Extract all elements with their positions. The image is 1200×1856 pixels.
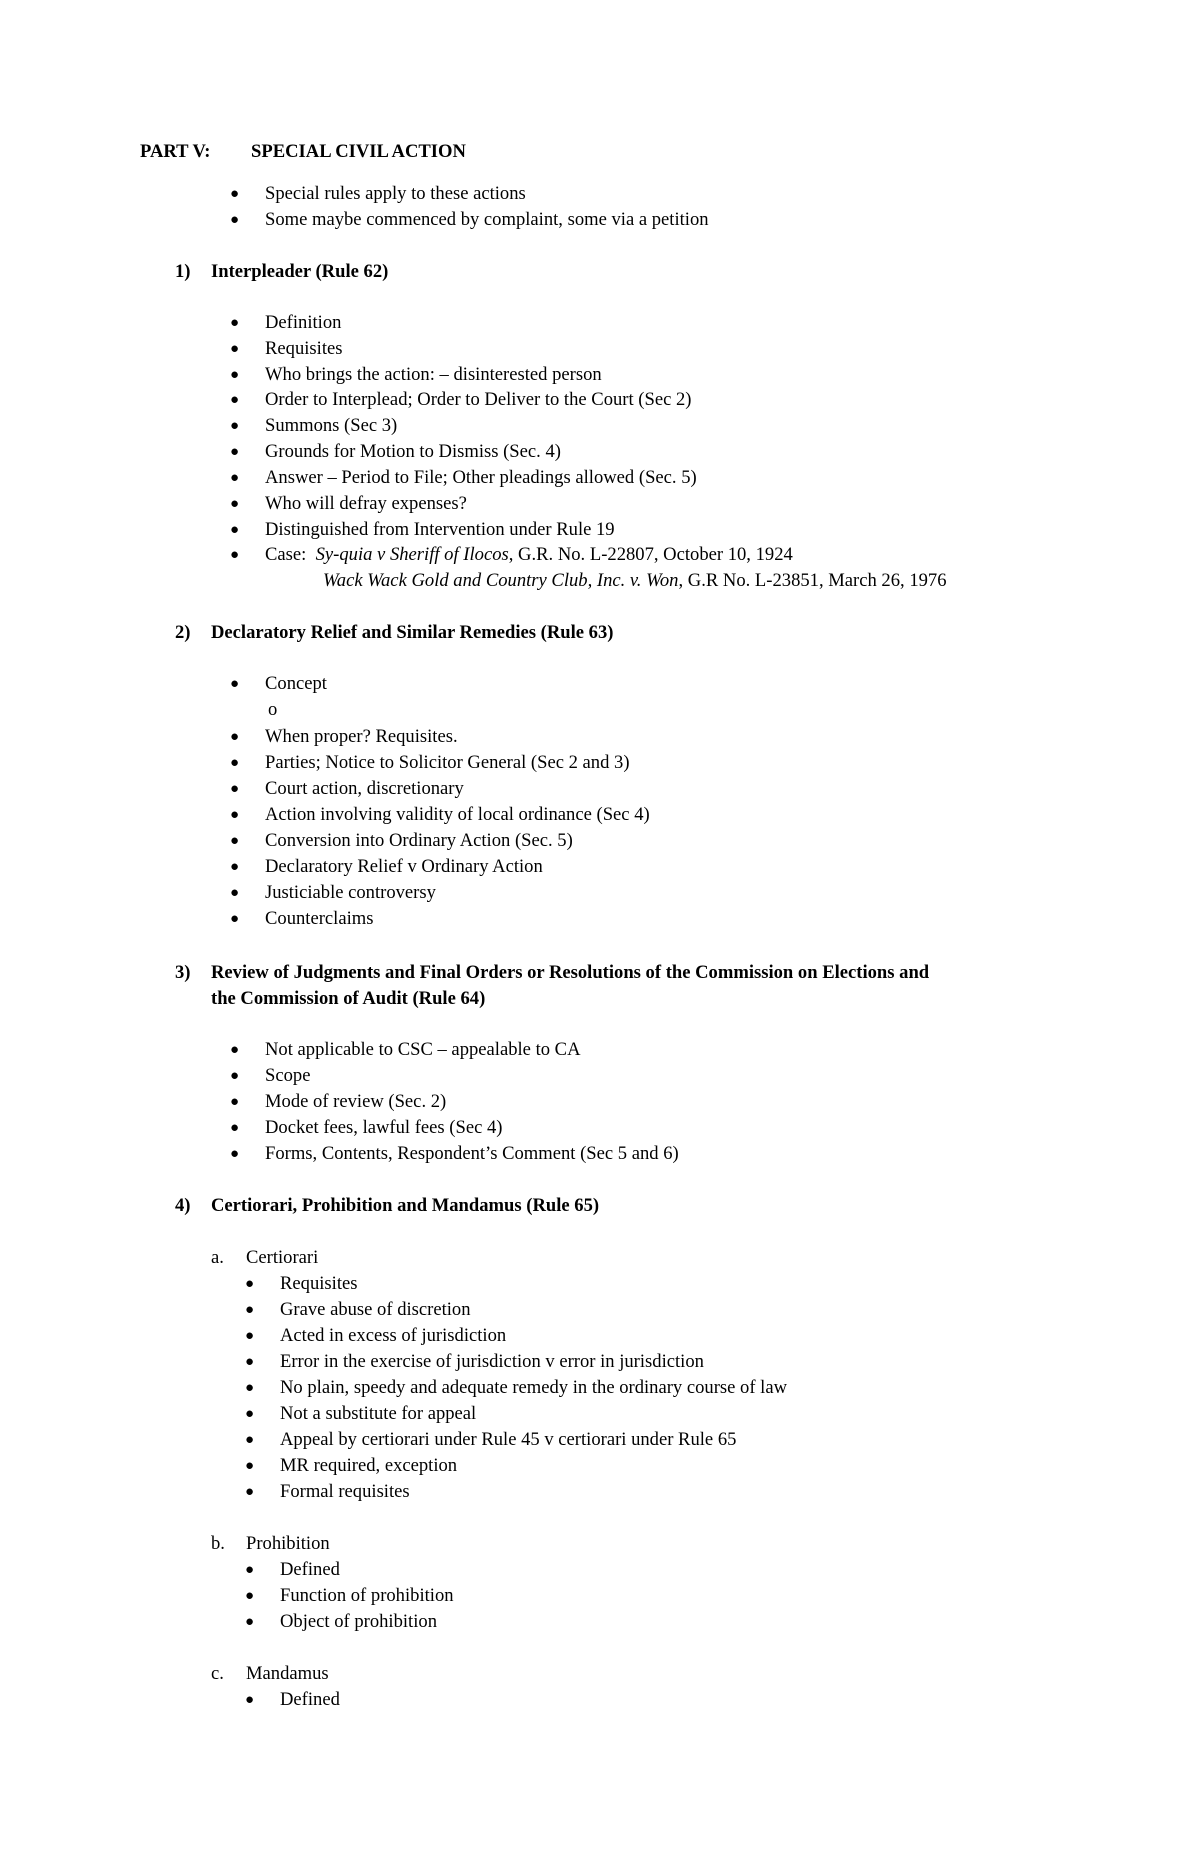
list-item: Defined [280,1689,340,1710]
bullet-icon: ● [230,418,240,434]
list-item: Counterclaims [265,908,374,929]
bullet-icon: ● [230,885,240,901]
bullet-icon: ● [245,1276,255,1292]
list-item: Defined [280,1559,340,1580]
bullet-icon: ● [230,392,240,408]
list-item: Mode of review (Sec. 2) [265,1091,447,1112]
list-item: Requisites [265,338,343,359]
bullet-icon: ● [230,496,240,512]
subsection-letter: c. [211,1663,224,1684]
list-item: Docket fees, lawful fees (Sec 4) [265,1117,503,1138]
bullet-icon: ● [230,1068,240,1084]
list-item: Function of prohibition [280,1585,454,1606]
section-title: Declaratory Relief and Similar Remedies (Rule 63) [211,622,614,643]
bullet-icon: ● [245,1406,255,1422]
list-item: Some maybe commenced by complaint, some via a petition [265,209,709,230]
list-item: When proper? Requisites. [265,726,458,747]
bullet-icon: ● [230,367,240,383]
bullet-icon: ● [245,1354,255,1370]
bullet-icon: ● [230,729,240,745]
section-title: Interpleader (Rule 62) [211,261,389,282]
list-item: Order to Interplead; Order to Deliver to the Court (Sec 2) [265,389,692,410]
bullet-icon: ● [230,859,240,875]
sub-bullet-marker: o [268,699,278,720]
case-line [265,546,793,565]
bullet-icon: ● [230,1120,240,1136]
section-number: 3) [175,962,191,983]
list-item: Court action, discretionary [265,778,464,799]
bullet-icon: ● [245,1302,255,1318]
list-item: No plain, speedy and adequate remedy in the ordinary course of law [280,1377,788,1398]
case-name: Wack Wack Gold and Country Club, Inc. v. Won [323,570,679,591]
list-item: Who brings the action: – disinterested person [265,364,602,385]
bullet-icon: ● [230,833,240,849]
list-item: Formal requisites [280,1481,410,1502]
list-item: Not a substitute for appeal [280,1403,477,1424]
bullet-icon: ● [245,1328,255,1344]
list-item: Error in the exercise of jurisdiction v error in jurisdiction [280,1351,704,1372]
list-item: Concept [265,673,327,694]
list-item: Appeal by certiorari under Rule 45 v certiorari under Rule 65 [280,1429,737,1450]
section-title: Review of Judgments and Final Orders or Resolutions of the Commission on Elections and [211,962,930,983]
part-title: SPECIAL CIVIL ACTION [251,141,466,162]
list-item: Scope [265,1065,311,1086]
bullet-icon: ● [230,807,240,823]
list-item: Acted in excess of jurisdiction [280,1325,507,1346]
bullet-icon: ● [230,212,240,228]
list-item: Conversion into Ordinary Action (Sec. 5) [265,830,573,851]
bullet-icon: ● [230,186,240,202]
list-item: Answer – Period to File; Other pleadings allowed (Sec. 5) [265,467,697,488]
bullet-icon: ● [230,781,240,797]
list-item: Grave abuse of discretion [280,1299,471,1320]
list-item: Forms, Contents, Respondent’s Comment (Sec 5 and 6) [265,1143,679,1164]
subsection-letter: a. [211,1247,224,1268]
list-item: Parties; Notice to Solicitor General (Sec 2 and 3) [265,752,630,773]
subsection-title: Certiorari [246,1247,319,1268]
list-item: Summons (Sec 3) [265,415,398,436]
bullet-icon: ● [230,315,240,331]
bullet-icon: ● [230,444,240,460]
bullet-icon: ● [230,911,240,927]
bullet-icon: ● [230,755,240,771]
list-item: Action involving validity of local ordinance (Sec 4) [265,804,650,825]
case-label: Case: [265,544,307,565]
bullet-icon: ● [245,1380,255,1396]
list-item: Declaratory Relief v Ordinary Action [265,856,543,877]
bullet-icon: ● [230,1042,240,1058]
subsection-title: Mandamus [246,1663,329,1684]
section-number: 1) [175,261,191,282]
subsection-letter: b. [211,1533,225,1554]
list-item: Distinguished from Intervention under Rule 19 [265,519,615,540]
bullet-icon: ● [230,1094,240,1110]
case-citation: , G.R. No. L-22807, October 10, 1924 [508,544,793,565]
list-item: Special rules apply to these actions [265,183,526,204]
bullet-icon: ● [230,341,240,357]
bullet-icon: ● [230,522,240,538]
section-number: 2) [175,622,191,643]
bullet-icon: ● [230,676,240,692]
bullet-icon: ● [245,1692,255,1708]
bullet-icon: ● [245,1562,255,1578]
bullet-icon: ● [245,1588,255,1604]
list-item: MR required, exception [280,1455,458,1476]
section-title: Certiorari, Prohibition and Mandamus (Rule 65) [211,1195,600,1216]
subsection-title: Prohibition [246,1533,330,1554]
bullet-icon: ● [230,1146,240,1162]
bullet-icon: ● [245,1432,255,1448]
list-item: Requisites [280,1273,358,1294]
list-item: Grounds for Motion to Dismiss (Sec. 4) [265,441,561,462]
bullet-icon: ● [245,1614,255,1630]
section-title: the Commission of Audit (Rule 64) [211,988,486,1009]
bullet-icon: ● [230,470,240,486]
case-citation: , G.R No. L-23851, March 26, 1976 [678,570,947,591]
bullet-icon: ● [245,1484,255,1500]
case-name: Sy-quia v Sheriff of Ilocos [315,544,509,565]
list-item: Not applicable to CSC – appealable to CA [265,1039,581,1060]
case-line [323,572,947,591]
list-item: Definition [265,312,342,333]
section-number: 4) [175,1195,191,1216]
list-item: Who will defray expenses? [265,493,467,514]
list-item: Justiciable controversy [265,882,436,903]
list-item: Object of prohibition [280,1611,437,1632]
part-label: PART V: [140,141,211,162]
bullet-icon: ● [230,547,240,563]
bullet-icon: ● [245,1458,255,1474]
